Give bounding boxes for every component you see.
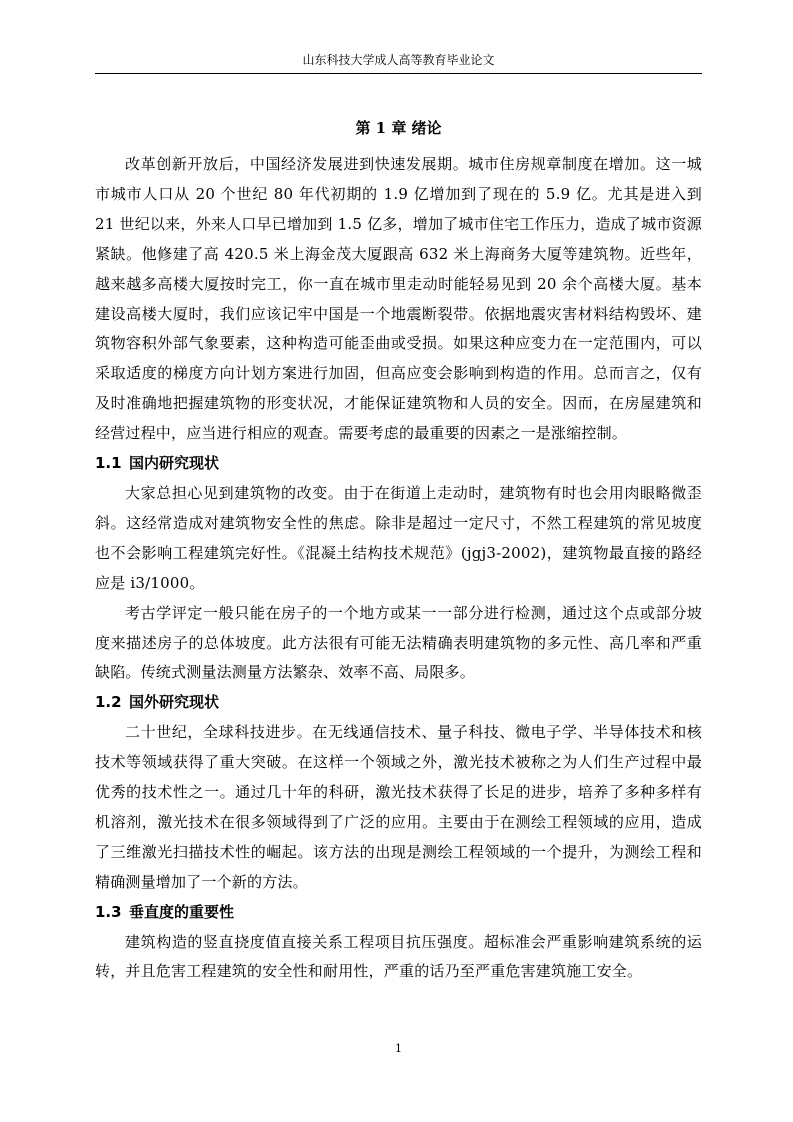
- section-heading-1-3: [95, 898, 702, 928]
- section-1-1-paragraph-1: 大家总担心见到建筑物的改变。由于在街道上走动时，建筑物有时也会用肉眼略微歪斜。这经常造成对建筑物安全性的焦虑。除非是超过一定尺寸，不然工程建筑的常见坡度也不会影响工程建筑完好性。《混凝土结构技术规范》(jgj3-2002)，建筑物最直接的路经应是 i3/1000。: [95, 483, 702, 592]
- section-title: 国内研究现状: [129, 454, 220, 473]
- section-1-2-paragraph-1: 二十世纪，全球科技进步。在无线通信技术、量子科技、微电子学、半导体技术和核技术等领域获得了重大突破。在这样一个领域之外，激光技术被称之为人们生产过程中最优秀的技术性之一。通过几十年的科研，激光技术获得了长足的进步，培养了多种多样有机溶剂，激光技术在很多领域得到了广泛的应用。主要由于在测绘工程领域的应用，造成了三维激光扫描技术性的崛起。该方法的出现是测绘工程领域的一个提升，为测绘工程和精确测量增加了一个新的方法。: [95, 723, 702, 891]
- section-title: 国外研究现状: [129, 693, 220, 712]
- chapter-title: 第 1 章 绪论: [355, 119, 442, 137]
- section-number: 1.1: [95, 454, 122, 473]
- section-1-1-paragraph-2: 考古学评定一般只能在房子的一个地方或某一一部分进行检测，通过这个点或部分坡度来描述房子的总体坡度。此方法很有可能无法精确表明建筑物的多元性、高几率和严重缺陷。传统式测量法测量方法繁杂、效率不高、局限多。: [95, 603, 702, 682]
- section-heading-1-1: [95, 449, 702, 479]
- intro-paragraph: 改革创新开放后，中国经济发展进到快速发展期。城市住房规章制度在增加。这一城市城市人口从 20 个世纪 80 年代初期的 1.9 亿增加到了现在的 5.9 亿。尤其是进入到 21 世纪以来，外来人口早已增加到 1.5 亿多，增加了城市住宅工作压力，造成了城市资源紧缺。他修建了高 420.5 米上海金茂大厦跟高 632 米上海商务大厦等建筑物。近些年，越来越多高楼大厦按时完工，你一直在城市里走动时能轻易见到 20 余个高楼大厦。基本建设高楼大厦时，我们应该记牢中国是一个地震断裂带。依据地震灾害材料结构毁坏、建筑物容积外部气象要素，这种构造可能歪曲或受损。如果这种应变力在一定范围内，可以采取适度的梯度方向计划方案进行加固，但高应变会影响到构造的作用。总而言之，仅有及时准确地把握建筑物的形变状况，才能保证建筑物和人员的安全。因而，在房屋建筑和经营过程中，应当进行相应的观查。需要考虑的最重要的因素之一是涨缩控制。: [95, 155, 702, 443]
- page-number: 1: [395, 1042, 402, 1055]
- header-rule: [95, 73, 702, 74]
- section-number: 1.3: [95, 902, 122, 921]
- section-number: 1.2: [95, 693, 122, 712]
- section-title: 垂直度的重要性: [129, 902, 235, 921]
- section-1-3-paragraph-1: 建筑构造的竖直挠度值直接关系工程项目抗压强度。超标准会严重影响建筑系统的运转，并且危害工程建筑的安全性和耐用性，严重的话乃至严重危害建筑施工安全。: [95, 932, 702, 981]
- running-header: 山东科技大学成人高等教育毕业论文: [302, 53, 495, 67]
- section-heading-1-2: [95, 688, 702, 718]
- body-text: [95, 150, 702, 987]
